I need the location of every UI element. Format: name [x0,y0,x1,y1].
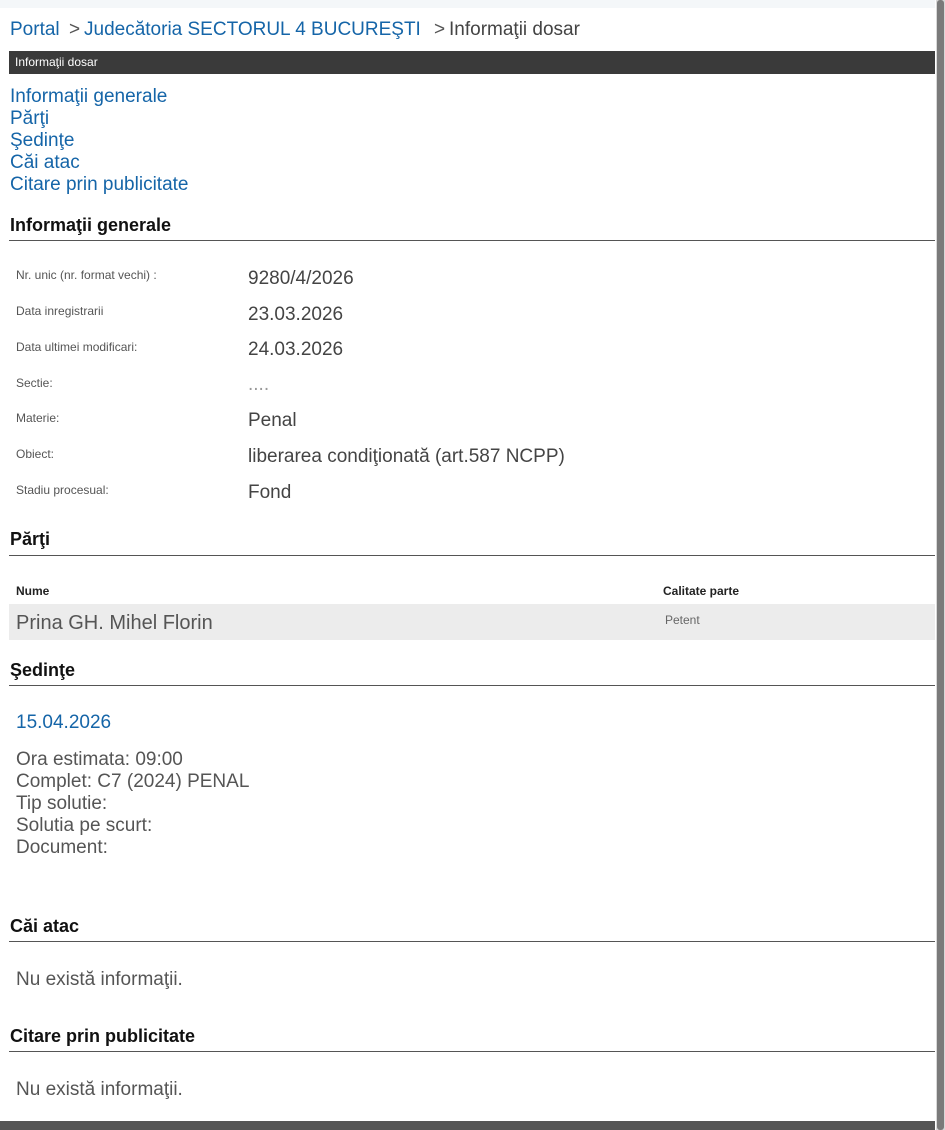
publication-empty-message: Nu există informaţii. [16,1079,183,1100]
column-header-role: Calitate parte [663,584,740,598]
section-title-hearings: Şedinţe [10,660,76,680]
column-header-name: Nume [16,584,50,598]
label-registration-date: Data inregistrarii [16,304,104,318]
hearing-panel: Complet: C7 (2024) PENAL [16,771,250,792]
party-role: Petent [665,613,700,627]
label-object: Obiect: [16,447,55,461]
section-divider [9,1051,935,1052]
party-name: Prina GH. Mihel Florin [16,612,213,634]
label-procedural-stage: Stadiu procesual: [16,483,109,497]
value-object: liberarea condiţionată (art.587 NCPP) [248,446,565,467]
bottom-border [0,1121,935,1130]
page-title-bar [9,51,935,74]
section-title-general: Informaţii generale [10,215,172,235]
value-section: .... [248,374,270,395]
section-divider [9,941,935,942]
label-matter: Materie: [16,411,60,425]
vertical-scrollbar[interactable] [936,0,945,1130]
top-strip [0,0,935,8]
section-divider [9,240,935,241]
nav-link-general[interactable]: Informaţii generale [10,86,168,107]
value-last-modified: 24.03.2026 [248,339,344,360]
hearing-estimated-time: Ora estimata: 09:00 [16,749,183,770]
nav-link-hearings[interactable]: Şedinţe [10,130,75,151]
appeals-empty-message: Nu există informaţii. [16,969,183,990]
value-matter: Penal [248,410,297,431]
section-divider [9,555,935,556]
nav-link-parties[interactable]: Părţi [10,108,50,129]
nav-link-appeals[interactable]: Căi atac [10,152,80,173]
page-title: Informaţii dosar [15,55,98,69]
nav-link-publication[interactable]: Citare prin publicitate [10,174,189,195]
hearing-solution-summary: Solutia pe scurt: [16,815,153,836]
breadcrumb-separator: > [434,19,446,40]
breadcrumb-court-link[interactable]: Judecătoria SECTORUL 4 BUCUREŞTI [84,19,421,40]
value-registration-date: 23.03.2026 [248,304,344,325]
label-case-number: Nr. unic (nr. format vechi) : [16,268,157,282]
label-section: Sectie: [16,376,53,390]
breadcrumb-current: Informaţii dosar [449,19,580,40]
value-case-number: 9280/4/2026 [248,268,354,289]
value-procedural-stage: Fond [248,482,292,503]
section-divider [9,685,935,686]
hearing-solution-type: Tip solutie: [16,793,108,814]
label-last-modified: Data ultimei modificari: [16,340,138,354]
scrollbar-thumb[interactable] [937,0,944,1130]
section-title-parties: Părţi [10,529,51,549]
hearing-document: Document: [16,837,108,858]
breadcrumb-separator: > [69,19,81,40]
section-title-publication: Citare prin publicitate [10,1026,196,1046]
hearing-date: 15.04.2026 [16,712,112,733]
section-title-appeals: Căi atac [10,916,80,936]
breadcrumb-portal-link[interactable]: Portal [10,19,60,40]
